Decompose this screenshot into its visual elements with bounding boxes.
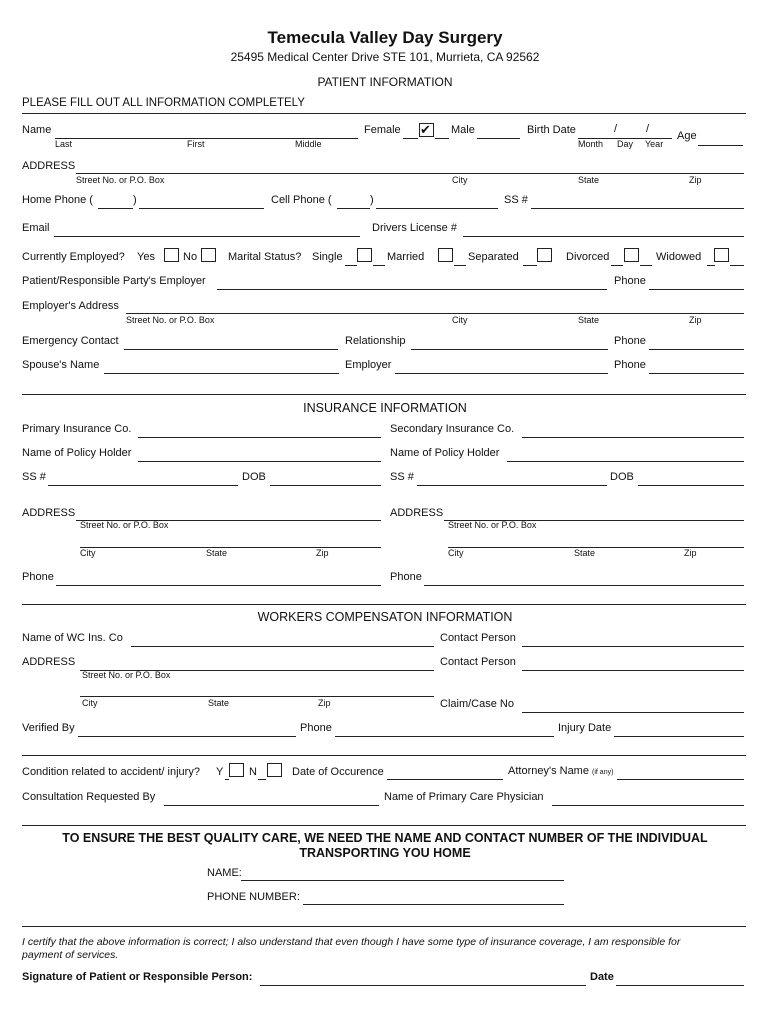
transport-name-label: NAME: xyxy=(207,867,242,879)
relationship-label: Relationship xyxy=(345,335,406,347)
employed-yes-checkbox[interactable] xyxy=(164,248,179,262)
marital-label: Marital Status? xyxy=(228,251,302,263)
claim-label: Claim/Case No xyxy=(440,698,514,710)
injury-date-field[interactable] xyxy=(614,736,744,737)
divider xyxy=(22,825,746,826)
if-any-note: (if any) xyxy=(592,769,614,776)
injury-date-label: Injury Date xyxy=(558,722,612,734)
home-area-field[interactable] xyxy=(98,208,133,209)
wc-name-field[interactable] xyxy=(131,646,434,647)
spouse-phone-label: Phone xyxy=(614,359,646,371)
wc-phone-label: Phone xyxy=(300,722,332,734)
spouse-field[interactable] xyxy=(104,373,339,374)
emergency-contact-field[interactable] xyxy=(124,349,338,350)
widowed-line xyxy=(730,265,744,266)
emergency-phone-label: Phone xyxy=(614,335,646,347)
divider xyxy=(22,755,746,756)
section-patient-information: PATIENT INFORMATION xyxy=(317,75,453,89)
home-phone-label: Home Phone ( xyxy=(22,194,93,206)
month-sublabel: Month xyxy=(578,139,604,149)
pcp-field[interactable] xyxy=(552,805,744,806)
primary-dob-label: DOB xyxy=(242,471,266,483)
state-sublabel: State xyxy=(578,315,600,325)
single-line xyxy=(373,265,385,266)
separated-checkbox[interactable] xyxy=(537,248,552,262)
divorced-line xyxy=(640,265,652,266)
transport-phone-label: PHONE NUMBER: xyxy=(207,891,300,903)
pcp-label: Name of Primary Care Physician xyxy=(384,791,544,803)
spouse-employer-field[interactable] xyxy=(395,373,608,374)
secondary-ss-field[interactable] xyxy=(417,485,607,486)
divorced-label: Divorced xyxy=(566,251,610,263)
last-sublabel: Last xyxy=(55,139,73,149)
female-field xyxy=(403,138,418,139)
separated-label: Separated xyxy=(468,251,519,263)
wc-name-label: Name of WC Ins. Co xyxy=(22,632,123,644)
spouse-employer-label: Employer xyxy=(345,359,392,371)
primary-phone-field[interactable] xyxy=(56,585,381,586)
address-field[interactable] xyxy=(76,173,744,174)
first-sublabel: First xyxy=(187,139,205,149)
date-slash: / xyxy=(646,123,650,135)
year-sublabel: Year xyxy=(645,139,664,149)
widowed-label: Widowed xyxy=(656,251,702,263)
yes-label: Yes xyxy=(137,251,155,263)
secondary-dob-field[interactable] xyxy=(638,485,744,486)
n-line xyxy=(258,779,266,780)
city-sublabel: City xyxy=(452,315,468,325)
paren-close: ) xyxy=(133,194,137,206)
date-label: Date xyxy=(590,971,614,983)
y-label: Y xyxy=(216,766,224,778)
drivers-license-field[interactable] xyxy=(463,236,744,237)
email-field[interactable] xyxy=(54,236,360,237)
single-checkbox[interactable] xyxy=(357,248,372,262)
name-label: Name xyxy=(22,124,52,136)
street-sublabel: Street No. or P.O. Box xyxy=(82,670,171,680)
employed-no-checkbox[interactable] xyxy=(201,248,216,262)
primary-city-field[interactable] xyxy=(80,547,381,548)
male-field[interactable] xyxy=(477,138,520,139)
wc-phone-field[interactable] xyxy=(335,736,554,737)
secondary-holder-label: Name of Policy Holder xyxy=(390,447,500,459)
relationship-field[interactable] xyxy=(411,349,608,350)
emergency-phone-field[interactable] xyxy=(649,349,744,350)
transport-phone-field[interactable] xyxy=(303,904,564,905)
primary-holder-label: Name of Policy Holder xyxy=(22,447,132,459)
n-label: N xyxy=(249,766,257,778)
contact-person-field-2[interactable] xyxy=(522,670,744,671)
divider xyxy=(22,926,746,927)
married-checkbox[interactable] xyxy=(438,248,453,262)
street-sublabel: Street No. or P.O. Box xyxy=(80,520,169,530)
consultation-label: Consultation Requested By xyxy=(22,791,156,803)
divider xyxy=(22,113,746,114)
male-label: Male xyxy=(451,124,475,136)
address-label: ADDRESS xyxy=(22,160,76,172)
employer-field[interactable] xyxy=(217,289,607,290)
checkmark-icon: ✔ xyxy=(420,122,431,137)
single-line xyxy=(345,265,357,266)
email-label: Email xyxy=(22,222,50,234)
verified-by-field[interactable] xyxy=(78,736,296,737)
secondary-insurance-field[interactable] xyxy=(522,437,744,438)
primary-insurance-field[interactable] xyxy=(138,437,381,438)
city-sublabel: City xyxy=(448,548,464,558)
form-title: Temecula Valley Day Surgery xyxy=(267,28,503,47)
primary-insurance-label: Primary Insurance Co. xyxy=(22,423,132,435)
home-phone-field[interactable] xyxy=(139,208,264,209)
no-label: No xyxy=(183,251,198,263)
secondary-dob-label: DOB xyxy=(610,471,634,483)
ss-field[interactable] xyxy=(531,208,744,209)
paren-close: ) xyxy=(370,194,374,206)
cell-area-field[interactable] xyxy=(337,208,370,209)
drivers-license-label: Drivers License # xyxy=(372,222,457,234)
date-slash: / xyxy=(614,123,618,135)
zip-sublabel: Zip xyxy=(689,175,702,185)
divider xyxy=(22,604,746,605)
section-workers-comp: WORKERS COMPENSATON INFORMATION xyxy=(257,610,513,624)
verified-by-label: Verified By xyxy=(22,722,75,734)
accident-yes-checkbox[interactable] xyxy=(229,763,244,777)
claim-field[interactable] xyxy=(522,712,744,713)
secondary-address-label: ADDRESS xyxy=(390,507,444,519)
wc-city-field[interactable] xyxy=(80,696,434,697)
zip-sublabel: Zip xyxy=(316,548,329,558)
state-sublabel: State xyxy=(206,548,228,558)
section-insurance: INSURANCE INFORMATION xyxy=(303,401,467,415)
spouse-label: Spouse's Name xyxy=(22,359,100,371)
wc-address-label: ADDRESS xyxy=(22,656,76,668)
single-label: Single xyxy=(312,251,343,263)
city-sublabel: City xyxy=(80,548,96,558)
ss-label: SS # xyxy=(504,194,528,206)
fill-instruction: PLEASE FILL OUT ALL INFORMATION COMPLETELY xyxy=(22,97,305,109)
secondary-phone-field[interactable] xyxy=(424,585,744,586)
contact-person-field[interactable] xyxy=(522,646,744,647)
certify-text: I certify that the above information is correct; I also understand that even though I have some type of insurance coverage, I am responsible for xyxy=(22,936,681,948)
divorced-checkbox[interactable] xyxy=(624,248,639,262)
cell-phone-field[interactable] xyxy=(376,208,498,209)
divider xyxy=(22,394,746,395)
employer-address-field[interactable] xyxy=(126,313,744,314)
state-sublabel: State xyxy=(208,698,230,708)
city-sublabel: City xyxy=(452,175,468,185)
primary-phone-label: Phone xyxy=(22,571,54,583)
secondary-ss-label: SS # xyxy=(390,471,414,483)
female-label: Female xyxy=(364,124,401,136)
primary-dob-field[interactable] xyxy=(270,485,381,486)
certify-text-2: payment of services. xyxy=(22,949,119,961)
married-line xyxy=(454,265,466,266)
employer-label: Patient/Responsible Party's Employer xyxy=(22,275,206,287)
attorney-label xyxy=(508,766,613,777)
transport-notice-line1: TO ENSURE THE BEST QUALITY CARE, WE NEED THE NAME AND CONTACT NUMBER OF THE INDIVIDUAL xyxy=(62,831,708,845)
secondary-holder-field[interactable] xyxy=(507,461,744,462)
transport-name-field[interactable] xyxy=(241,880,564,881)
birth-date-label: Birth Date xyxy=(527,124,576,136)
zip-sublabel: Zip xyxy=(318,698,331,708)
street-sublabel: Street No. or P.O. Box xyxy=(76,175,165,185)
attorney-text: Attorney's Name xyxy=(508,765,589,777)
attorney-field[interactable] xyxy=(617,779,744,780)
employed-label: Currently Employed? xyxy=(22,251,125,263)
middle-sublabel: Middle xyxy=(295,139,322,149)
employer-phone-label: Phone xyxy=(614,275,646,287)
signature-label: Signature of Patient or Responsible Person: xyxy=(22,971,253,983)
widowed-line xyxy=(707,265,715,266)
facility-address: 25495 Medical Center Drive STE 101, Murrieta, CA 92562 xyxy=(230,50,540,64)
street-sublabel: Street No. or P.O. Box xyxy=(126,315,215,325)
divorced-line xyxy=(611,265,623,266)
condition-label: Condition related to accident/ injury? xyxy=(22,766,200,778)
transport-notice-line2: TRANSPORTING YOU HOME xyxy=(299,846,471,860)
consultation-field[interactable] xyxy=(164,805,379,806)
signature-field[interactable] xyxy=(260,985,586,986)
zip-sublabel: Zip xyxy=(684,548,697,558)
y-line xyxy=(225,779,229,780)
married-label: Married xyxy=(387,251,425,263)
secondary-phone-label: Phone xyxy=(390,571,422,583)
secondary-insurance-label: Secondary Insurance Co. xyxy=(390,423,515,435)
street-sublabel: Street No. or P.O. Box xyxy=(448,520,537,530)
age-label: Age xyxy=(677,130,697,142)
emergency-contact-label: Emergency Contact xyxy=(22,335,119,347)
primary-address-label: ADDRESS xyxy=(22,507,76,519)
contact-person-label: Contact Person xyxy=(440,632,516,644)
age-field[interactable] xyxy=(698,145,743,146)
spouse-phone-field[interactable] xyxy=(649,373,744,374)
accident-no-checkbox[interactable] xyxy=(267,763,282,777)
primary-ss-label: SS # xyxy=(22,471,46,483)
zip-sublabel: Zip xyxy=(689,315,702,325)
occurrence-label: Date of Occurence xyxy=(292,766,384,778)
secondary-city-field[interactable] xyxy=(448,547,744,548)
cell-phone-label: Cell Phone ( xyxy=(271,194,332,206)
state-sublabel: State xyxy=(578,175,600,185)
employer-phone-field[interactable] xyxy=(649,289,744,290)
separated-line xyxy=(523,265,537,266)
date-field[interactable] xyxy=(616,985,744,986)
primary-ss-field[interactable] xyxy=(48,485,238,486)
occurrence-field[interactable] xyxy=(387,779,503,780)
contact-person-label-2: Contact Person xyxy=(440,656,516,668)
employer-address-label: Employer's Address xyxy=(22,300,119,312)
widowed-checkbox[interactable] xyxy=(714,248,729,262)
primary-holder-field[interactable] xyxy=(138,461,381,462)
day-sublabel: Day xyxy=(617,139,634,149)
city-sublabel: City xyxy=(82,698,98,708)
state-sublabel: State xyxy=(574,548,596,558)
female-field-tail xyxy=(435,138,449,139)
